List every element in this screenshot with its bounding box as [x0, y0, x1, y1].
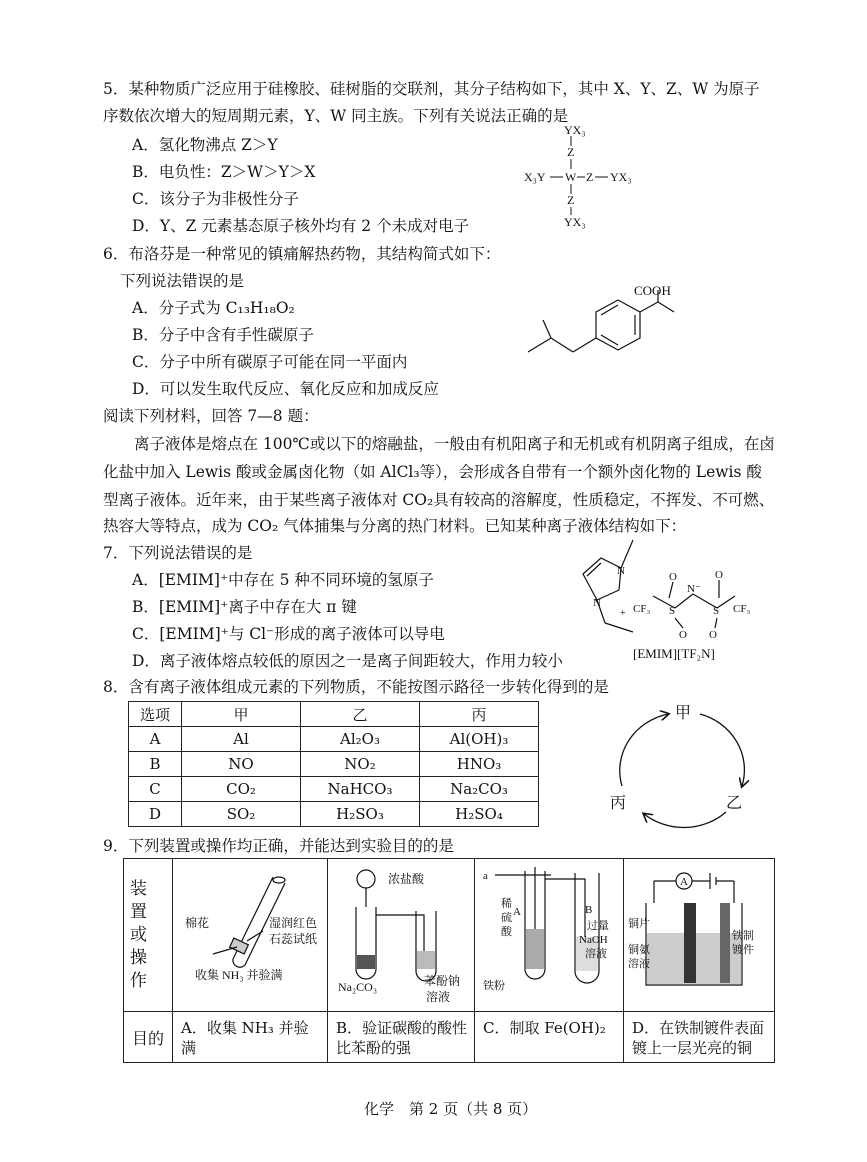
q5-stem-line1: 5．某种物质广泛应用于硅橡胶、硅树脂的交联剂，其分子结构如下，其中 X、Y、Z、W 为原子 [103, 80, 760, 98]
apparatus-a [173, 859, 327, 1007]
svg-text:石蕊试纸: 石蕊试纸 [269, 932, 318, 946]
passage-line: 热容大等特点，成为 CO₂ 气体捕集与分离的热门材料。已知某种离子液体结构如下： [103, 517, 687, 535]
svg-text:铁制: 铁制 [732, 930, 754, 942]
svg-text:苯酚钠: 苯酚钠 [424, 974, 461, 988]
svg-text:湿润红色: 湿润红色 [269, 916, 318, 930]
svg-text:N: N [617, 565, 625, 577]
q7-option-b: B．[EMIM]⁺离子中存在大 π 键 [132, 598, 357, 616]
purpose-c: C．制取 Fe(OH)₂ [483, 1019, 606, 1037]
row-head-apparatus: 装置或操作 [126, 879, 146, 994]
q5-option-c: C．该分子为非极性分子 [132, 190, 299, 208]
svg-text:[EMIM][TF₂N]: [EMIM][TF₂N] [633, 646, 715, 661]
table-row [129, 752, 539, 777]
table-row [124, 1012, 775, 1063]
svg-text:稀: 稀 [501, 898, 512, 910]
table-cell: C [129, 777, 182, 802]
svg-text:浓盐酸: 浓盐酸 [388, 872, 425, 886]
row-head-purpose: 目的 [124, 1012, 173, 1063]
q5-option-a: A．氢化物沸点 Z＞Y [132, 136, 278, 154]
q8-stem: 8．含有离子液体组成元素的下列物质，不能按图示路径一步转化得到的是 [103, 678, 609, 696]
q7-option-c: C．[EMIM]⁺与 Cl⁻形成的离子液体可以导电 [132, 625, 445, 643]
passage-line: 离子液体是熔点在 100℃或以下的熔融盐，一般由有机阳离子和无机或有机阴离子组成，在卤 [134, 435, 775, 453]
ibuprofen-structure [518, 282, 698, 372]
svg-text:O: O [669, 571, 677, 583]
svg-text:乙: 乙 [726, 795, 743, 812]
passage-intro: 阅读下列材料，回答 7—8 题： [103, 407, 319, 425]
svg-text:Z: Z [567, 145, 575, 159]
svg-text:a: a [483, 870, 488, 882]
table-cell: HNO₃ [420, 752, 539, 777]
page-footer: 化学 第 2 页（共 8 页） [364, 1100, 538, 1118]
q5-option-b: B．电负性：Z＞W＞Y＞X [132, 163, 316, 181]
svg-text:甲: 甲 [675, 705, 692, 722]
svg-text:YX₃: YX₃ [564, 215, 586, 229]
table-cell: H₂SO₄ [420, 802, 539, 827]
table-cell: H₂SO₃ [301, 802, 420, 827]
svg-text:N⁻: N⁻ [687, 583, 701, 595]
apparatus-b [328, 859, 474, 1007]
emim-tf2n-structure [565, 528, 765, 663]
purpose-d: D．在铁制镀件表面镀上一层光亮的铜 [632, 1019, 765, 1057]
svg-text:B: B [585, 904, 593, 916]
q7-stem: 7．下列说法错误的是 [103, 544, 253, 562]
table-cell: NaHCO₃ [301, 777, 420, 802]
q5-molecule-structure [520, 122, 650, 230]
table-row [129, 702, 539, 727]
apparatus-c [475, 859, 623, 1007]
table-cell: Al [182, 727, 301, 752]
svg-text:W: W [565, 170, 577, 184]
table-cell: Al₂O₃ [301, 727, 420, 752]
svg-text:酸: 酸 [501, 926, 512, 938]
table-cell: CO₂ [182, 777, 301, 802]
svg-text:+: + [620, 608, 626, 619]
svg-text:CF₃: CF₃ [733, 603, 751, 615]
table-row [129, 802, 539, 827]
q9-stem: 9．下列装置或操作均正确，并能达到实验目的的是 [103, 837, 454, 855]
svg-text:YX₃: YX₃ [610, 170, 632, 184]
svg-text:O: O [709, 629, 717, 641]
passage-line: 型离子液体。近年来，由于某些离子液体对 CO₂具有较高的溶解度，性质稳定，不挥发、不可燃、 [103, 491, 775, 509]
table-cell: NO [182, 752, 301, 777]
svg-text:N: N [593, 597, 601, 609]
svg-text:溶液: 溶液 [628, 958, 650, 970]
svg-text:S: S [669, 605, 676, 617]
table-row [129, 777, 539, 802]
q8-table [128, 701, 539, 827]
table-cell: Na₂CO₃ [420, 777, 539, 802]
passage-line: 化盐中加入 Lewis 酸或金属卤化物（如 AlCl₃等），会形成各自带有一个额外卤化物的 Lewis 酸 [103, 463, 762, 481]
svg-text:Na₂CO₃: Na₂CO₃ [338, 980, 378, 994]
svg-text:NaOH: NaOH [579, 934, 608, 946]
q6-option-d: D．可以发生取代反应、氧化反应和加成反应 [132, 380, 439, 398]
q8-cycle-diagram [608, 700, 758, 830]
svg-text:YX₃: YX₃ [564, 123, 586, 137]
purpose-b: B．验证碳酸的酸性比苯酚的强 [336, 1019, 468, 1057]
svg-text:S: S [713, 605, 720, 617]
q6-option-b: B．分子中含有手性碳原子 [132, 326, 314, 344]
q6-stem: 6．布洛芬是一种常见的镇痛解热药物，其结构简式如下： [103, 245, 501, 263]
q6-question: 下列说法错误的是 [120, 272, 245, 290]
svg-text:铜氨: 铜氨 [628, 944, 650, 956]
svg-text:A: A [513, 906, 521, 918]
table-header: 乙 [301, 702, 420, 727]
purpose-a: A．收集 NH₃ 并验满 [181, 1019, 309, 1057]
table-cell: B [129, 752, 182, 777]
svg-text:COOH: COOH [634, 283, 671, 298]
q5-stem-line2: 序数依次增大的短周期元素，Y、W 同主族。下列有关说法正确的是 [103, 107, 569, 125]
svg-text:铁粉: 铁粉 [483, 980, 505, 992]
svg-text:棉花: 棉花 [185, 916, 210, 930]
table-cell: Al(OH)₃ [420, 727, 539, 752]
svg-text:硫: 硫 [501, 912, 512, 924]
svg-text:CF₃: CF₃ [633, 603, 651, 615]
table-cell: NO₂ [301, 752, 420, 777]
svg-text:Z: Z [567, 193, 575, 207]
q9-table [123, 858, 775, 1063]
q6-option-a: A．分子式为 C₁₃H₁₈O₂ [132, 299, 295, 317]
table-header: 丙 [420, 702, 539, 727]
svg-text:收集 NH₃ 并验满: 收集 NH₃ 并验满 [195, 968, 283, 982]
table-cell: SO₂ [182, 802, 301, 827]
svg-text:镀件: 镀件 [732, 944, 754, 956]
svg-text:过量: 过量 [587, 920, 609, 932]
svg-text:Z: Z [586, 170, 594, 184]
table-row [129, 727, 539, 752]
svg-text:O: O [715, 569, 723, 581]
q6-option-c: C．分子中所有碳原子可能在同一平面内 [132, 353, 408, 371]
q7-option-a: A．[EMIM]⁺中存在 5 种不同环境的氢原子 [132, 571, 434, 589]
table-row [124, 859, 775, 1012]
svg-text:铜片: 铜片 [628, 918, 650, 930]
svg-text:O: O [679, 629, 687, 641]
svg-text:丙: 丙 [610, 795, 627, 812]
svg-text:X₃Y: X₃Y [524, 170, 546, 184]
svg-text:溶液: 溶液 [585, 948, 607, 960]
table-header: 甲 [182, 702, 301, 727]
svg-text:A: A [680, 876, 688, 888]
table-cell: A [129, 727, 182, 752]
q7-option-d: D．离子液体熔点较低的原因之一是离子间距较大，作用力较小 [132, 652, 563, 670]
svg-text:溶液: 溶液 [426, 990, 451, 1004]
q5-option-d: D．Y、Z 元素基态原子核外均有 2 个未成对电子 [132, 217, 470, 235]
apparatus-d [624, 859, 774, 1007]
table-cell: D [129, 802, 182, 827]
table-header: 选项 [129, 702, 182, 727]
